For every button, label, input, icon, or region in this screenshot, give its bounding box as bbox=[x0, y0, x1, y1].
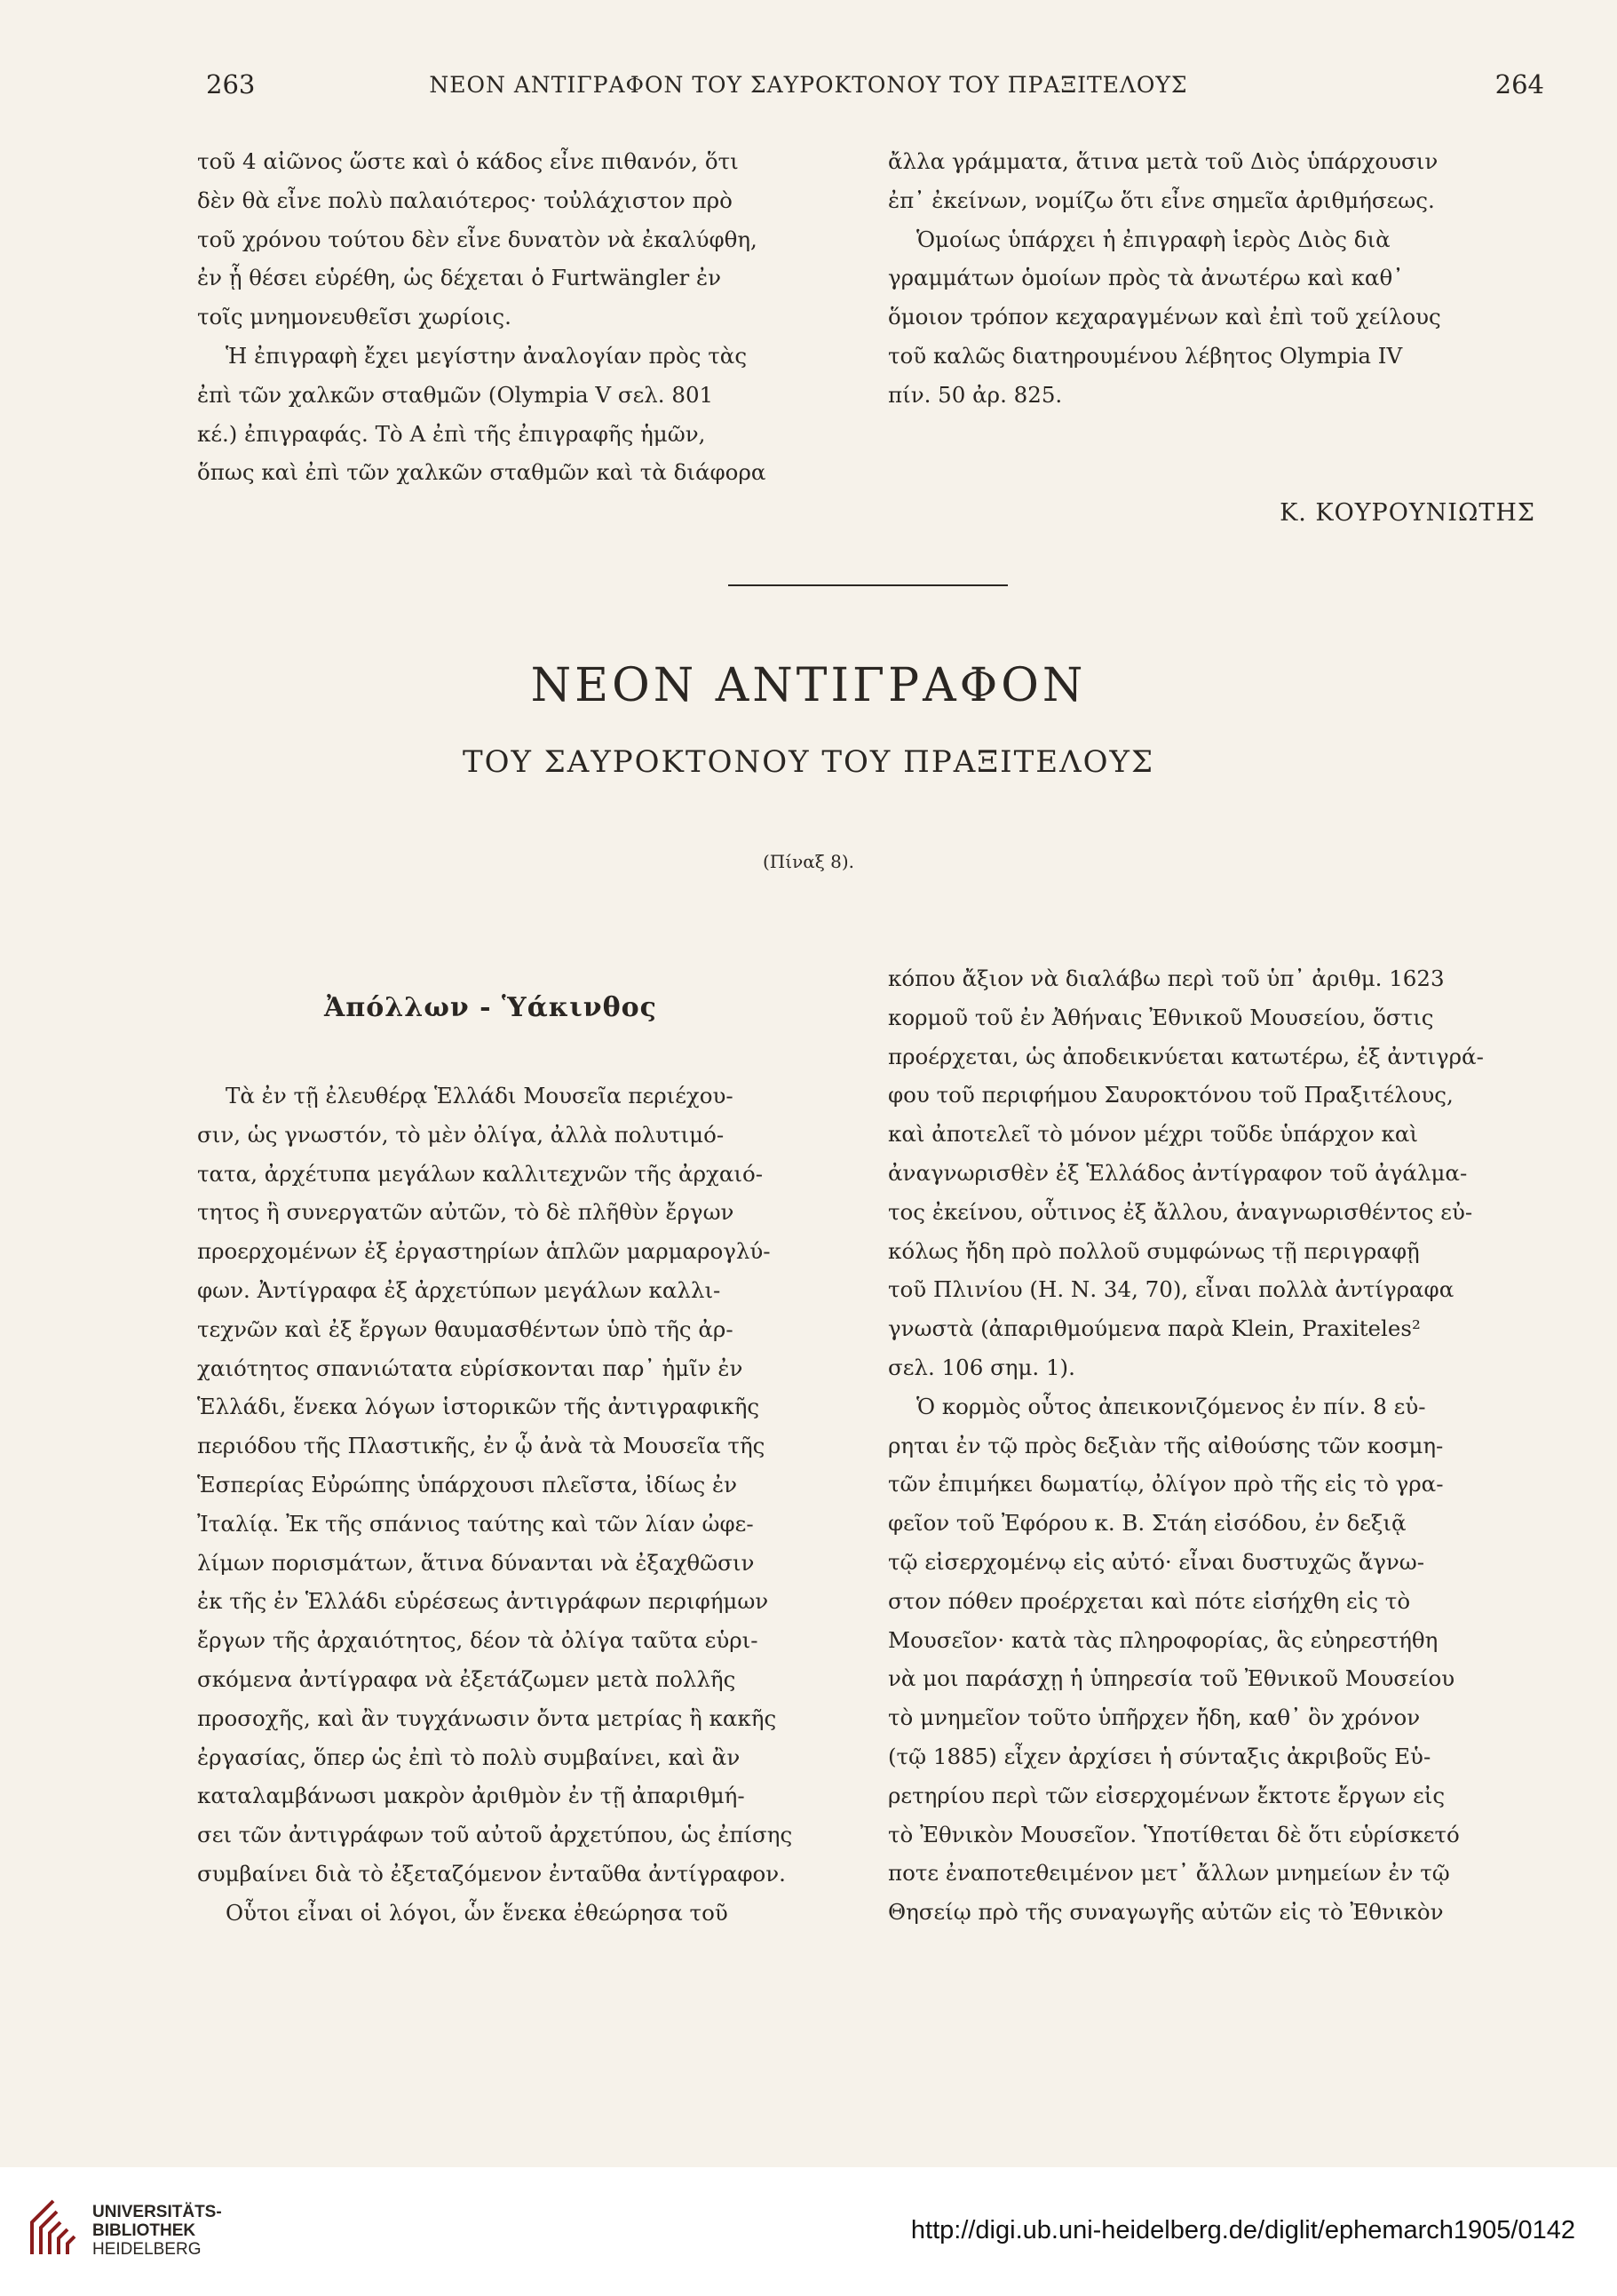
text-line: φων. Ἀντίγραφα ἐξ ἀρχετύπων μεγάλων καλλι- bbox=[197, 1276, 721, 1303]
text-line: στον πόθεν προέρχεται καὶ πότε εἰσήχθη εἰς τὸ bbox=[888, 1587, 1411, 1614]
text-line: πίν. 50 ἀρ. 825. bbox=[888, 381, 1063, 408]
text-line: ἔργων τῆς ἀρχαιότητος, δέον τὰ ὀλίγα ταῦτα εὑρι- bbox=[197, 1627, 758, 1654]
text-line: ἐκ τῆς ἐν Ἑλλάδι εὑρέσεως ἀντιγράφων περιφήμων bbox=[197, 1588, 769, 1615]
text-line: σελ. 106 σημ. 1). bbox=[888, 1354, 1075, 1380]
body-right-column bbox=[888, 959, 1543, 1932]
text-line: δὲν θὰ εἶνε πολὺ παλαιότερος· τοὐλάχιστον πρὸ bbox=[197, 187, 733, 213]
library-footer bbox=[0, 2167, 1617, 2296]
text-line: τεχνῶν καὶ ἐξ ἔργων θαυμασθέντων ὑπὸ τῆς ἀρ- bbox=[197, 1315, 733, 1342]
text-line: λίμων πορισμάτων, ἅτινα δύνανται νὰ ἐξαχθῶσιν bbox=[197, 1549, 755, 1576]
text-line: τῷ εἰσερχομένῳ εἰς αὐτό· εἶναι δυστυχῶς ἄγνω- bbox=[888, 1548, 1425, 1575]
text-line: φου τοῦ περιφήμου Σαυροκτόνου τοῦ Πραξιτέλους, bbox=[888, 1082, 1454, 1108]
text-line: τοῦ Πλινίου (Η. Ν. 34, 70), εἶναι πολλὰ ἀντίγραφα bbox=[888, 1276, 1455, 1303]
body-left-column bbox=[197, 1076, 836, 1933]
text-line: προέρχεται, ὡς ἀποδεικνύεται κατωτέρω, ἐξ ἀντιγρά- bbox=[888, 1043, 1484, 1069]
text-line: τὸ Ἐθνικὸν Μουσεῖον. Ὑποτίθεται δὲ ὅτι εὑρίσκετό bbox=[888, 1821, 1460, 1847]
text-line: κέ.) ἐπιγραφάς. Τὸ Α ἐπὶ τῆς ἐπιγραφῆς ἡμῶν, bbox=[197, 420, 706, 447]
text-line: (τῷ 1885) εἶχεν ἀρχίσει ἡ σύνταξις ἀκριβοῦς Εὑ- bbox=[888, 1743, 1431, 1769]
text-line: φεῖον τοῦ Ἐφόρου κ. Β. Στάη εἰσόδου, ἐν δεξιᾷ bbox=[888, 1510, 1407, 1537]
text-line: ἐργασίας, ὅπερ ὡς ἐπὶ τὸ πολὺ συμβαίνει, καὶ ἂν bbox=[197, 1744, 741, 1770]
text-line: καταλαμβάνωσι μακρὸν ἀριθμὸν ἐν τῇ ἀπαριθμή- bbox=[197, 1783, 745, 1809]
text-line: σιν, ὡς γνωστόν, τὸ μὲν ὀλίγα, ἀλλὰ πολυτιμό- bbox=[197, 1121, 725, 1148]
text-line: Ἰταλίᾳ. Ἐκ τῆς σπάνιος ταύτης καὶ τῶν λίαν ὠφε- bbox=[197, 1510, 754, 1537]
text-line: κόπου ἄξιον νὰ διαλάβω περὶ τοῦ ὑπ᾿ ἀριθμ. 1623 bbox=[888, 965, 1445, 991]
text-line: προερχομένων ἐξ ἐργαστηρίων ἁπλῶν μαρμαρογλύ- bbox=[197, 1238, 771, 1265]
text-line: τος ἐκείνου, οὗτινος ἐξ ἄλλου, ἀναγνωρισθέντος εὐ- bbox=[888, 1198, 1473, 1225]
article-subtitle: ΤΟΥ ΣΑΥΡΟΚΤΟΝΟΥ ΤΟΥ ΠΡΑΞΙΤΕΛΟΥΣ bbox=[462, 744, 1155, 780]
text-line: ἄλλα γράμματα, ἅτινα μετὰ τοῦ Διὸς ὑπάρχουσιν bbox=[888, 148, 1439, 174]
text-line: Θησείῳ πρὸ τῆς συναγωγῆς αὐτῶν εἰς τὸ Ἐθνικὸν bbox=[888, 1899, 1444, 1926]
text-line: περιόδου τῆς Πλαστικῆς, ἐν ᾧ ἀνὰ τὰ Μουσεῖα τῆς bbox=[197, 1433, 765, 1459]
text-line: τοῦ 4 αἰῶνος ὥστε καὶ ὁ κάδος εἶνε πιθανόν, ὅτι bbox=[197, 148, 739, 174]
source-url-link[interactable]: http://digi.ub.uni-heidelberg.de/diglit/ephemarch1905/0142 bbox=[910, 2216, 1575, 2244]
text-line: Μουσεῖον· κατὰ τὰς πληροφορίας, ἃς εὐηρεστήθη bbox=[888, 1626, 1439, 1653]
text-line: ὅπως καὶ ἐπὶ τῶν χαλκῶν σταθμῶν καὶ τὰ διάφορα bbox=[197, 459, 766, 486]
text-line: ρετηρίου περὶ τῶν εἰσερχομένων ἔκτοτε ἔργων εἰς bbox=[888, 1782, 1446, 1808]
text-line: ἐπὶ τῶν χαλκῶν σταθμῶν (Olympia V σελ. 801 bbox=[197, 381, 714, 408]
text-line: νὰ μοι παράσχῃ ἡ ὑπηρεσία τοῦ Ἐθνικοῦ Μουσείου bbox=[888, 1665, 1455, 1692]
text-line: Ἑλλάδι, ἕνεκα λόγων ἱστορικῶν τῆς ἀντιγραφικῆς bbox=[197, 1394, 760, 1420]
article-title: ΝΕΟΝ ΑΝΤΙΓΡΑΦΟΝ bbox=[530, 659, 1087, 712]
text-line: γραμμάτων ὁμοίων πρὸς τὰ ἀνωτέρω καὶ καθ᾿ bbox=[888, 265, 1404, 291]
university-library-logo-icon bbox=[27, 2196, 80, 2256]
text-line: Ὁμοίως ὑπάρχει ἡ ἐπιγραφὴ ἱερὸς Διὸς διὰ bbox=[916, 226, 1391, 252]
text-line: χαιότητος σπανιώτατα εὑρίσκονται παρ᾿ ἡμῖν ἐν bbox=[197, 1355, 743, 1381]
text-line: τοῦ χρόνου τούτου δὲν εἶνε δυνατὸν νὰ ἐκαλύφθη, bbox=[197, 226, 757, 252]
text-line: κορμοῦ τοῦ ἐν Ἀθήναις Ἐθνικοῦ Μουσείου, ὅστις bbox=[888, 1004, 1434, 1030]
text-line: σκόμενα ἀντίγραφα νὰ ἐξετάζωμεν μετὰ πολλῆς bbox=[197, 1665, 736, 1692]
plate-reference: (Πίναξ 8). bbox=[762, 851, 854, 872]
text-line: τῶν ἐπιμήκει δωματίῳ, ὀλίγον πρὸ τῆς εἰς τὸ γρα- bbox=[888, 1471, 1444, 1498]
text-line: τατα, ἀρχέτυπα μεγάλων καλλιτεχνῶν τῆς ἀρχαιό- bbox=[197, 1160, 764, 1187]
section-heading: Ἀπόλλων - Ὑάκινθος bbox=[324, 992, 657, 1023]
page-number-left: 263 bbox=[206, 69, 256, 99]
text-line: Ὁ κορμὸς οὗτος ἀπεικονιζόμενος ἐν πίν. 8 εὑ- bbox=[916, 1393, 1426, 1419]
text-line: Τὰ ἐν τῇ ἐλευθέρᾳ Ἑλλάδι Μουσεῖα περιέχου- bbox=[226, 1083, 733, 1108]
text-line: κόλως ἤδη πρὸ πολλοῦ συμφώνως τῇ περιγραφῇ bbox=[888, 1237, 1420, 1264]
text-line: τητος ἢ συνεργατῶν αὐτῶν, τὸ δὲ πλῆθὺν ἔργων bbox=[197, 1199, 734, 1226]
text-line: γνωστὰ (ἀπαριθμούμενα παρὰ Klein, Praxiteles² bbox=[888, 1315, 1421, 1342]
text-line: Ἑσπερίας Εὐρώπης ὑπάρχουσι πλεῖστα, ἰδίως ἐν bbox=[197, 1471, 738, 1498]
text-line: τοῦ καλῶς διατηρουμένου λέβητος Olympia IV bbox=[888, 342, 1403, 369]
page-number-right: 264 bbox=[1494, 69, 1544, 99]
text-line: ἐπ᾿ ἐκείνων, νομίζω ὅτι εἶνε σημεῖα ἀριθμήσεως. bbox=[888, 187, 1435, 213]
text-line: Ἡ ἐπιγραφὴ ἔχει μεγίστην ἀναλογίαν πρὸς τὰς bbox=[226, 342, 748, 369]
text-line: ἐν ᾗ θέσει εὑρέθη, ὡς δέχεται ὁ Furtwängler ἐν bbox=[197, 265, 721, 291]
text-line: ὅμοιον τρόπον κεχαραγμένων καὶ ἐπὶ τοῦ χείλους bbox=[888, 304, 1441, 330]
top-left-column bbox=[197, 142, 836, 492]
text-line: Οὗτοι εἶναι οἱ λόγοι, ὧν ἕνεκα ἐθεώρησα τοῦ bbox=[226, 1899, 728, 1926]
text-line: συμβαίνει διὰ τὸ ἐξεταζόμενον ἐνταῦθα ἀντίγραφον. bbox=[197, 1860, 786, 1887]
text-line: τοῖς μνημονευθεῖσι χωρίοις. bbox=[197, 304, 511, 330]
running-header bbox=[0, 69, 1617, 105]
text-line: προσοχῆς, καὶ ἂν τυγχάνωσιν ὄντα μετρίας ἢ κακῆς bbox=[197, 1704, 777, 1731]
running-title: ΝΕΟΝ ΑΝΤΙΓΡΑΦΟΝ ΤΟΥ ΣΑΥΡΟΚΤΟΝΟΥ ΤΟΥ ΠΡΑΞΙΤΕΛΟΥΣ bbox=[429, 72, 1188, 98]
text-line: καὶ ἀποτελεῖ τὸ μόνον μέχρι τοῦδε ὑπάρχον καὶ bbox=[888, 1121, 1418, 1148]
text-line: σει τῶν ἀντιγράφων τοῦ αὐτοῦ ἀρχετύπου, ὡς ἐπίσης bbox=[197, 1822, 793, 1848]
top-right-column bbox=[888, 142, 1543, 415]
text-line: τὸ μνημεῖον τοῦτο ὑπῆρχεν ἤδη, καθ᾿ ὃν χρόνον bbox=[888, 1704, 1421, 1731]
text-line: ἀναγνωρισθὲν ἐξ Ἑλλάδος ἀντίγραφον τοῦ ἀγάλμα- bbox=[888, 1159, 1468, 1186]
section-divider bbox=[728, 584, 1008, 586]
text-line: ρηται ἐν τῷ πρὸς δεξιὰν τῆς αἰθούσης τῶν κοσμη- bbox=[888, 1432, 1444, 1458]
author-signature: Κ. ΚΟΥΡΟΥΝΙΩΤΗΣ bbox=[1280, 499, 1535, 527]
text-line: ποτε ἐναποτεθειμένον μετ᾿ ἄλλων μνημείων ἐν τῷ bbox=[888, 1860, 1450, 1887]
library-name: UNIVERSITÄTS- BIBLIOTHEK HEIDELBERG bbox=[92, 2203, 222, 2259]
